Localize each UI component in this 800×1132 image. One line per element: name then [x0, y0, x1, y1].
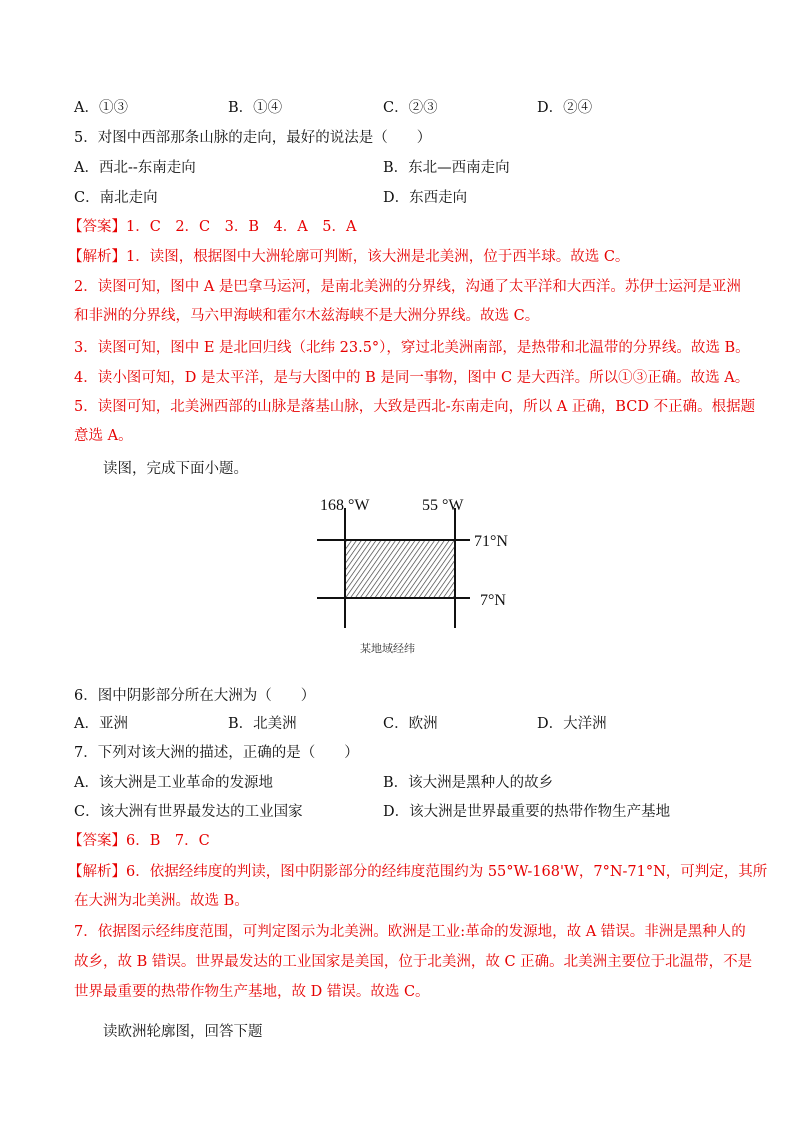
answer-block-1 — [68, 217, 356, 237]
analysis-line-2: 2．读图可知，图中 A 是巴拿马运河，是南北美洲的分界线，沟通了太平洋和大西洋。苏伊士运河是亚洲 — [74, 279, 741, 295]
q4-option-b: B．①④ — [228, 100, 283, 116]
analysis-line-1 — [68, 247, 629, 267]
q7-option-d: D．该大洲是世界最重要的热带作物生产基地 — [383, 804, 671, 820]
section-intro-2: 读图，完成下面小题。 — [103, 461, 248, 477]
q6-stem: 6．图中阴影部分所在大洲为（ ） — [74, 688, 316, 704]
figure-caption: 某地域经纬 — [360, 643, 415, 655]
label-168w: 168 °W — [320, 497, 370, 514]
answer-tag: 【答案】 — [68, 219, 126, 235]
q5-option-c: C．南北走向 — [74, 190, 158, 206]
answer-text: 6．B 7．C — [126, 833, 210, 849]
analysis-text: 6．依据经纬度的判读，图中阴影部分的经纬度范围约为 55°W-168'W，7°N-71°N，可判定，其所 — [126, 864, 768, 880]
analysis2-line-5: 世界最重要的热带作物生产基地，故 D 错误。故选 C。 — [74, 984, 430, 1000]
q6-option-a: A．亚洲 — [74, 716, 128, 732]
analysis-line-4: 3．读图可知，图中 E 是北回归线（北纬 23.5°），穿过北美洲南部，是热带和北温带的分界线。故选 B。 — [74, 340, 750, 356]
analysis2-line-1 — [68, 862, 767, 882]
q6-option-b: B．北美洲 — [228, 716, 297, 732]
analysis-line-7: 意选 A。 — [74, 428, 133, 444]
q7-option-b: B．该大洲是黑种人的故乡 — [383, 775, 554, 791]
q6-option-d: D．大洋洲 — [537, 716, 607, 732]
label-7n: 7°N — [480, 592, 506, 609]
label-55w: 55 °W — [422, 497, 464, 514]
analysis2-line-3: 7．依据图示经纬度范围，可判定图示为北美洲。欧洲是工业:革命的发源地，故 A 错误。非洲是黑种人的 — [74, 924, 746, 940]
label-71n: 71°N — [474, 533, 508, 550]
q4-option-d: D．②④ — [537, 100, 593, 116]
q7-stem: 7．下列对该大洲的描述，正确的是（ ） — [74, 745, 359, 761]
lat-lon-diagram — [300, 488, 530, 663]
lat-lon-figure — [300, 488, 530, 663]
q7-option-c: C．该大洲有世界最发达的工业国家 — [74, 804, 303, 820]
q4-option-c: C．②③ — [383, 100, 438, 116]
q5-stem: 5．对图中西部那条山脉的走向，最好的说法是（ ） — [74, 130, 432, 146]
answer-tag: 【答案】 — [68, 833, 126, 849]
q4-option-a: A．①③ — [74, 100, 128, 116]
answer-text: 1．C 2．C 3．B 4．A 5．A — [126, 219, 357, 235]
q5-option-a: A．西北--东南走向 — [74, 160, 196, 176]
analysis-line-3: 和非洲的分界线，马六甲海峡和霍尔木兹海峡不是大洲分界线。故选 C。 — [74, 308, 540, 324]
answer-block-2 — [68, 831, 210, 851]
q7-option-a: A．该大洲是工业革命的发源地 — [74, 775, 273, 791]
q5-option-d: D．东西走向 — [383, 190, 468, 206]
analysis2-line-2: 在大洲为北美洲。故选 B。 — [74, 893, 249, 909]
q6-option-c: C．欧洲 — [383, 716, 438, 732]
analysis-line-5: 4．读小图可知，D 是太平洋，是与大图中的 B 是同一事物，图中 C 是大西洋。所以①③正确。故选 A。 — [74, 370, 750, 386]
analysis-tag: 【解析】 — [68, 249, 126, 265]
analysis2-line-4: 故乡，故 B 错误。世界最发达的工业国家是美国，位于北美洲，故 C 正确。北美洲主要位于北温带，不是 — [74, 954, 753, 970]
analysis-tag: 【解析】 — [68, 864, 126, 880]
analysis-line-6: 5．读图可知，北美洲西部的山脉是落基山脉，大致是西北-东南走向，所以 A 正确，BCD 不正确。根据题 — [74, 399, 756, 415]
section-intro-3: 读欧洲轮廓图，回答下题 — [103, 1024, 263, 1040]
q5-option-b: B．东北—西南走向 — [383, 160, 510, 176]
analysis-text: 1．读图，根据图中大洲轮廓可判断，该大洲是北美洲，位于西半球。故选 C。 — [126, 249, 630, 265]
shaded-region — [345, 540, 455, 598]
